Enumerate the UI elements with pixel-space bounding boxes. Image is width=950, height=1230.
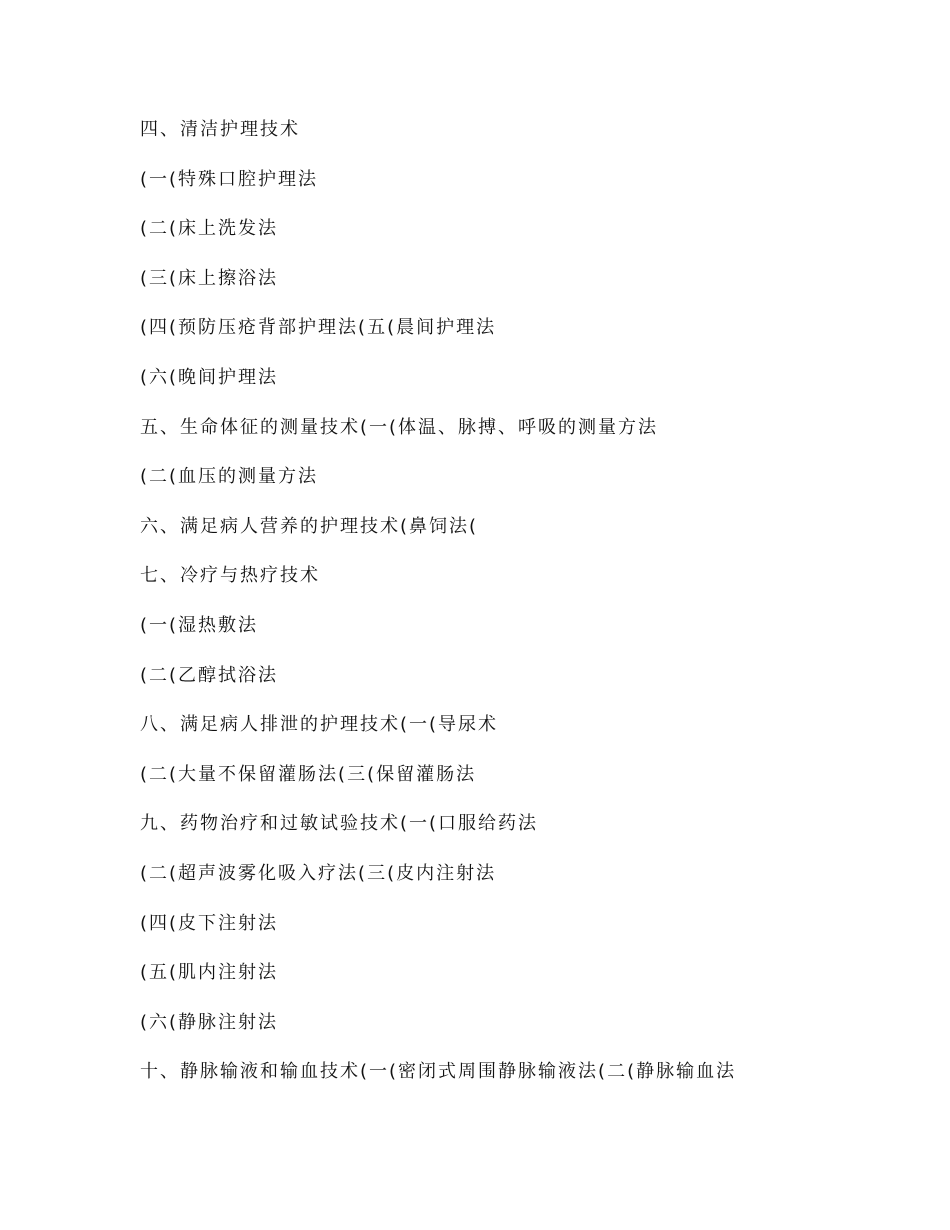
text-line: (六(晚间护理法 bbox=[140, 366, 279, 388]
section-heading-7: 七、冷疗与热疗技术 bbox=[140, 565, 320, 587]
text-line: (一(特殊口腔护理法 bbox=[140, 168, 319, 190]
section-heading-8: 八、满足病人排泄的护理技术(一(导尿术 bbox=[140, 714, 499, 736]
text-line: (二(血压的测量方法 bbox=[140, 466, 319, 488]
text-line: (四(预防压疮背部护理法(五(晨间护理法 bbox=[140, 317, 497, 339]
text-line: (六(静脉注射法 bbox=[140, 1011, 279, 1033]
text-line: (四(皮下注射法 bbox=[140, 912, 279, 934]
text-line: (二(乙醇拭浴法 bbox=[140, 664, 279, 686]
text-line: (五(肌内注射法 bbox=[140, 962, 279, 984]
text-line: (三(床上擦浴法 bbox=[140, 267, 279, 289]
section-heading-6: 六、满足病人营养的护理技术(鼻饲法( bbox=[140, 515, 479, 537]
text-line: (二(床上洗发法 bbox=[140, 218, 279, 240]
text-body bbox=[140, 116, 900, 1108]
text-line: (一(湿热敷法 bbox=[140, 614, 259, 636]
text-line: (二(超声波雾化吸入疗法(三(皮内注射法 bbox=[140, 862, 497, 884]
section-heading-5: 五、生命体征的测量技术(一(体温、脉搏、呼吸的测量方法 bbox=[140, 416, 659, 438]
section-heading-10: 十、静脉输液和输血技术(一(密闭式周围静脉输液法(二(静脉输血法 bbox=[140, 1061, 737, 1083]
text-line: (二(大量不保留灌肠法(三(保留灌肠法 bbox=[140, 763, 477, 785]
section-heading-4: 四、清洁护理技术 bbox=[140, 119, 300, 140]
section-heading-9: 九、药物治疗和过敏试验技术(一(口服给药法 bbox=[140, 813, 539, 835]
